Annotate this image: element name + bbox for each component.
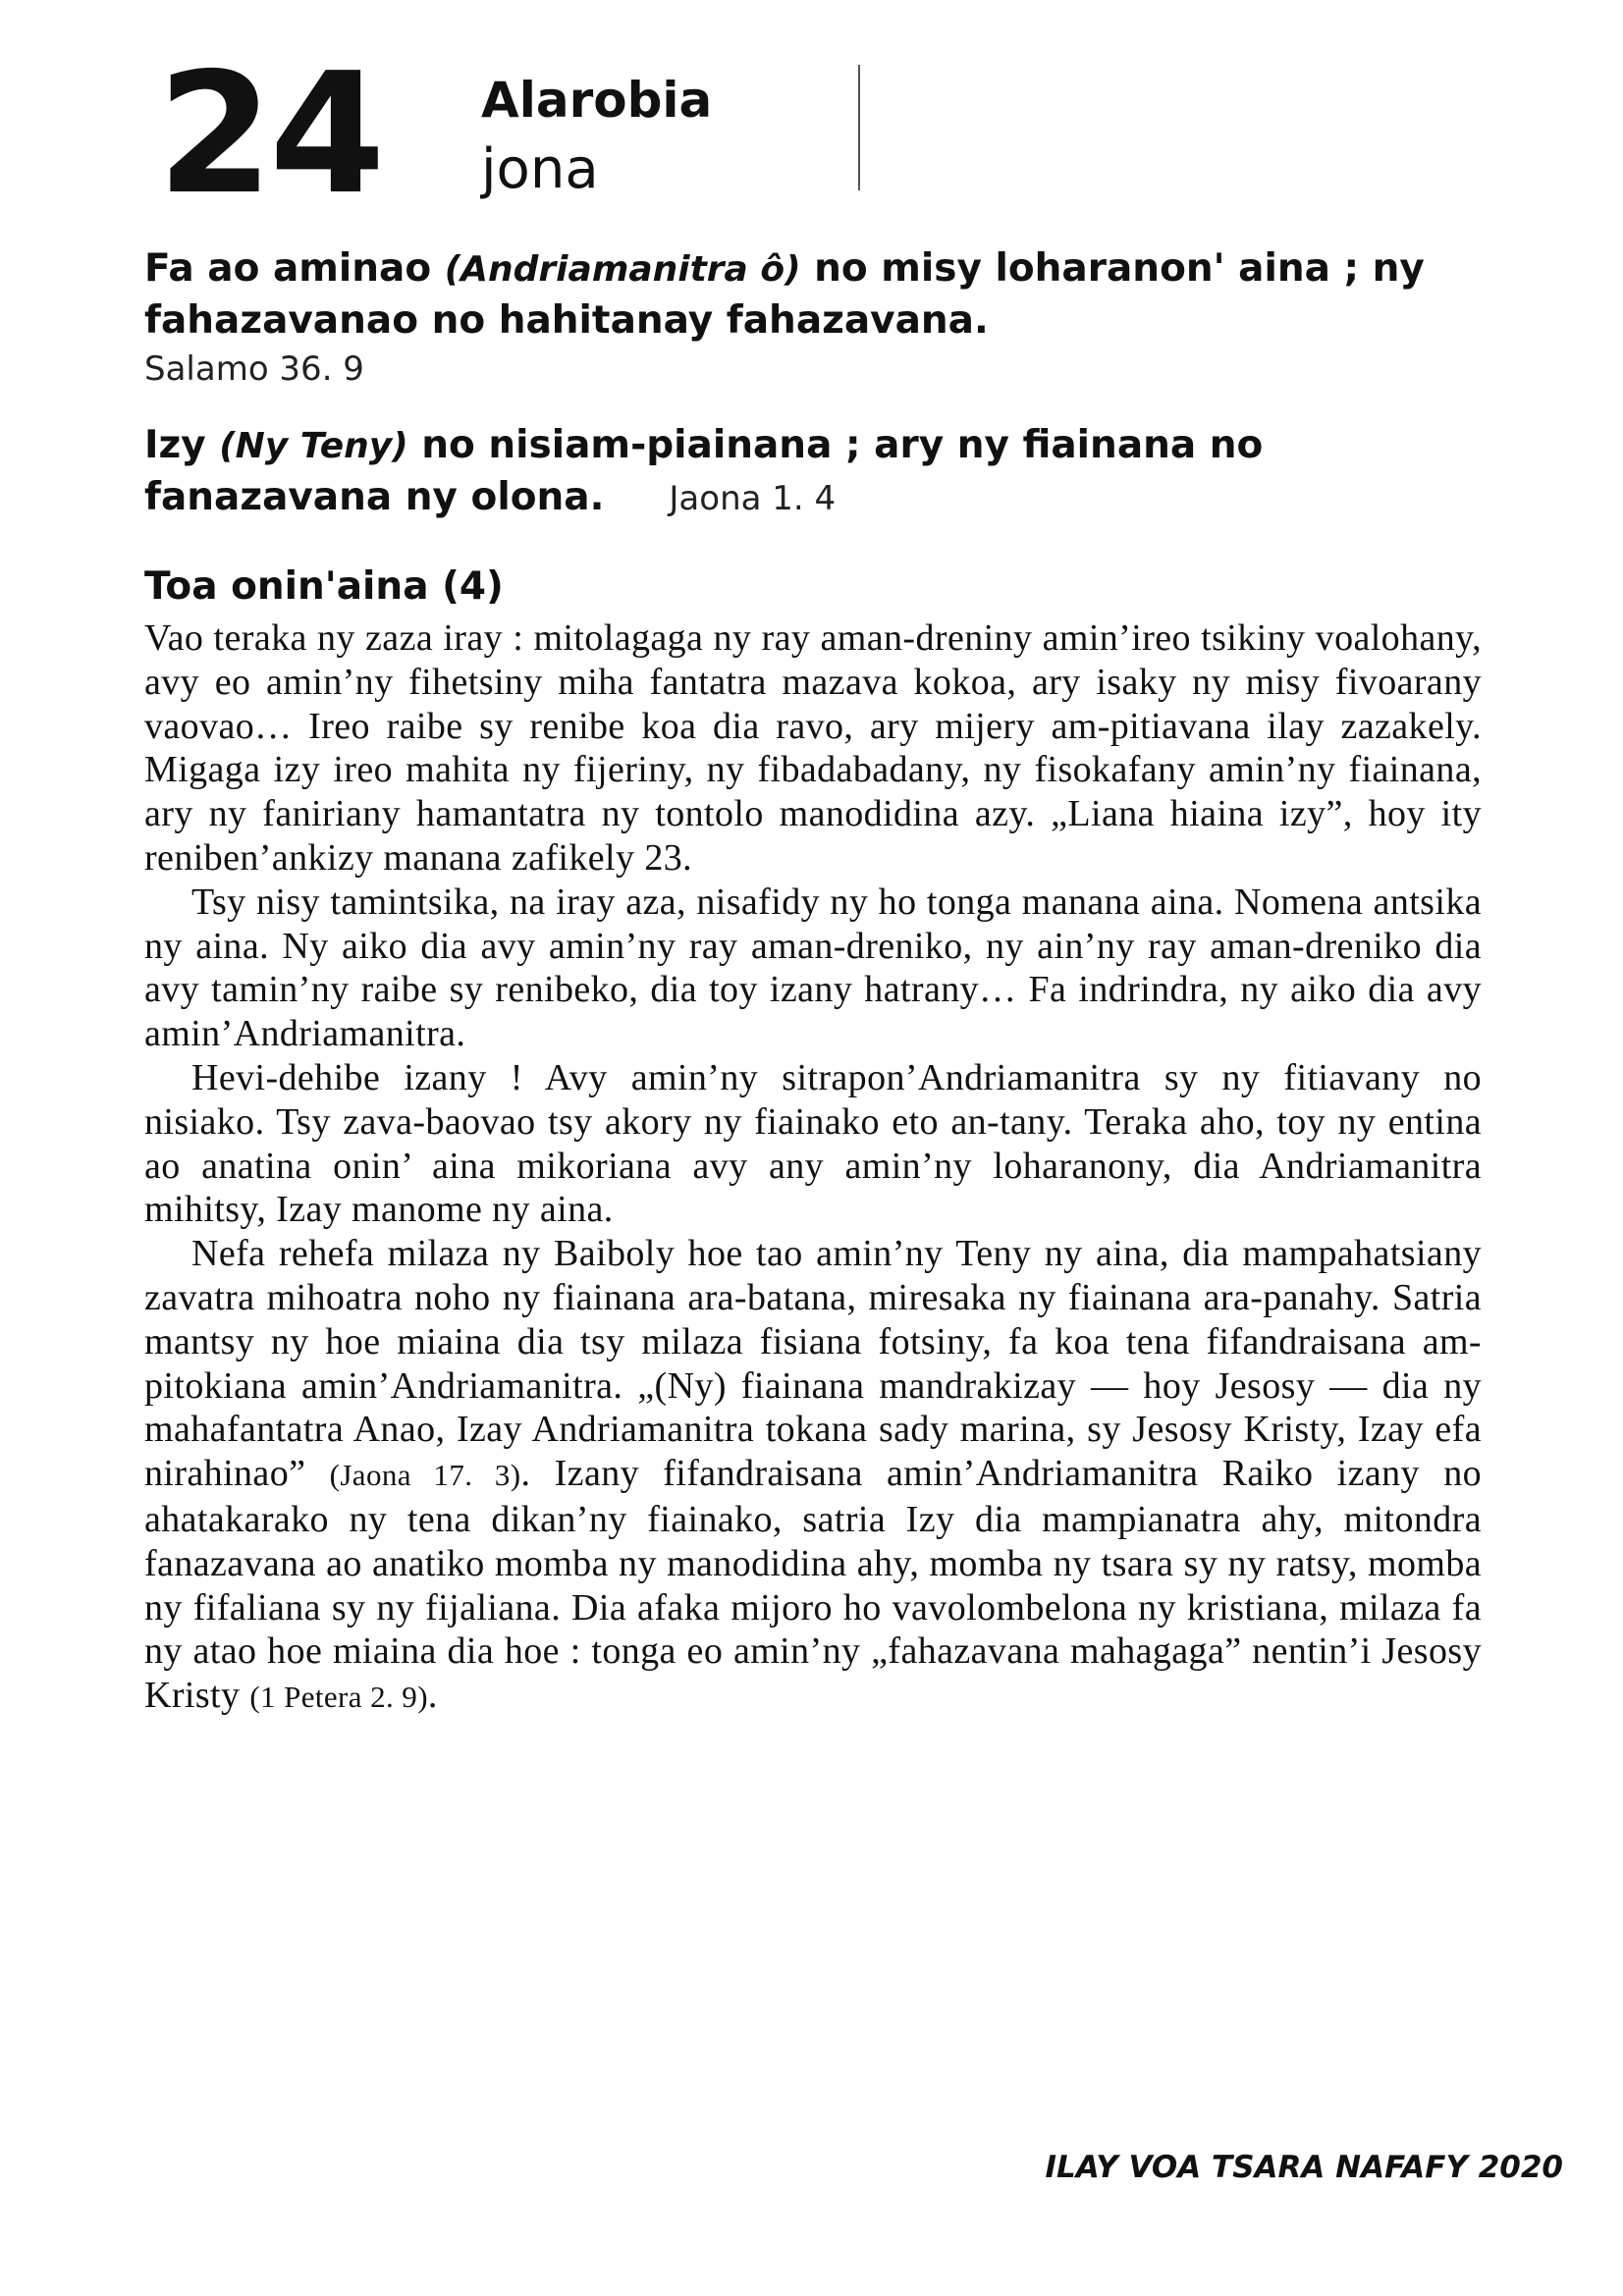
meditation-title: Toa onin'aina (4)	[144, 564, 504, 609]
verse-1-reference: Salamo 36. 9	[144, 349, 364, 389]
paragraph-4-part-1: Nefa rehefa milaza ny Baiboly hoe tao amin’ny Teny ny aina, dia mampahatsiany zavatra mihoatra noho ny fiainana ara-batana, miresaka ny fiainana ara-panahy. Satria mantsy ny hoe miaina dia tsy milaza fisiana fotsiny, fa koa tena fifandraisana am-pitokiana amin’Andriamanitra. „(Ny) fiainana mandrakizay — hoy Jesosy — dia ny mahafantatra Anao, Izay Andriamanitra tokana sady marina, sy Jesosy Kristy, Izay efa nirahinao”	[144, 1233, 1482, 1495]
paragraph-4-end: .	[427, 1675, 438, 1717]
verse-1-italic: (Andriamanitra ô)	[444, 249, 801, 290]
scripture-reference-2: (1 Petera 2. 9)	[249, 1680, 428, 1715]
month-label: jona	[481, 137, 599, 201]
verse-1-text-end: no misy loharanon' aina ; ny fahazavanao no hahitanay fahazavana.	[144, 246, 1425, 343]
verse-2	[144, 420, 1499, 524]
meditation-body	[144, 616, 1482, 1720]
paragraph-4	[144, 1232, 1482, 1720]
verse-2-text-start: Izy	[144, 423, 220, 467]
scripture-reference-1: (Jaona 17. 3)	[329, 1458, 521, 1493]
verse-2-text-end: no nisiam-piainana ; ary ny fiainana no fanazavana ny olona.	[144, 423, 1264, 519]
weekday-label: Alarobia	[481, 72, 713, 129]
verse-2-reference: Jaona 1. 4	[669, 479, 837, 518]
day-number: 24	[157, 37, 382, 232]
paragraph-3: Hevi-dehibe izany ! Avy amin’ny sitrapon’Andriamanitra sy ny fitiavany no nisiako. Tsy zava-baovao tsy akory ny fiainako eto an-tany. Teraka aho, toy ny entina ao anatina onin’ aina mikoriana avy any amin’ny loharanony, dia Andriamanitra mihitsy, Izay manome ny aina.	[144, 1056, 1482, 1231]
paragraph-4-part-2: . Izany fifandraisana amin’Andriamanitra Raiko izany no ahatakarako ny tena dikan’ny fiainako, satria Izy dia mampianatra ahy, mitondra fanazavana ao anatiko momba ny manodidina ahy, momba ny tsara sy ny ratsy, momba ny fifaliana sy ny fijaliana. Dia afaka mijoro ho vavolombelona ny kristiana, milaza fa ny atao hoe miaina dia hoe : tonga eo amin’ny „fahazavana mahagaga” nentin’i Jesosy Kristy	[144, 1453, 1482, 1717]
verse-2-italic: (Ny Teny)	[219, 426, 408, 466]
paragraph-1: Vao teraka ny zaza iray : mitolagaga ny ray aman-dreniny amin’ireo tsikiny voalohany, avy eo amin’ny fihetsiny miha fantatra mazava kokoa, ary isaky ny misy fivoarany vaovao… Ireo raibe sy renibe koa dia ravo, ary mijery am-pitiavana ilay zazakely. Migaga izy ireo mahita ny fijeriny, ny fibadabadany, ny fisokafany amin’ny fiainana, ary ny faniriany hamantatra ny tontolo manodidina azy. „Liana hiaina izy”, hoy ity reniben’ankizy manana zafikely 23.	[144, 617, 1482, 879]
header-divider	[858, 65, 860, 190]
footer-publication-title: ILAY VOA TSARA NAFAFY 2020	[1045, 2150, 1563, 2185]
paragraph-2: Tsy nisy tamintsika, na iray aza, nisafidy ny ho tonga manana aina. Nomena antsika ny aina. Ny aiko dia avy amin’ny ray aman-dreniko, ny ain’ny ray aman-dreniko dia avy tamin’ny raibe sy renibeko, dia toy izany hatrany… Fa indrindra, ny aiko dia avy amin’Andriamanitra.	[144, 881, 1482, 1055]
verse-1	[144, 243, 1499, 347]
verse-1-text-start: Fa ao aminao	[144, 246, 445, 291]
